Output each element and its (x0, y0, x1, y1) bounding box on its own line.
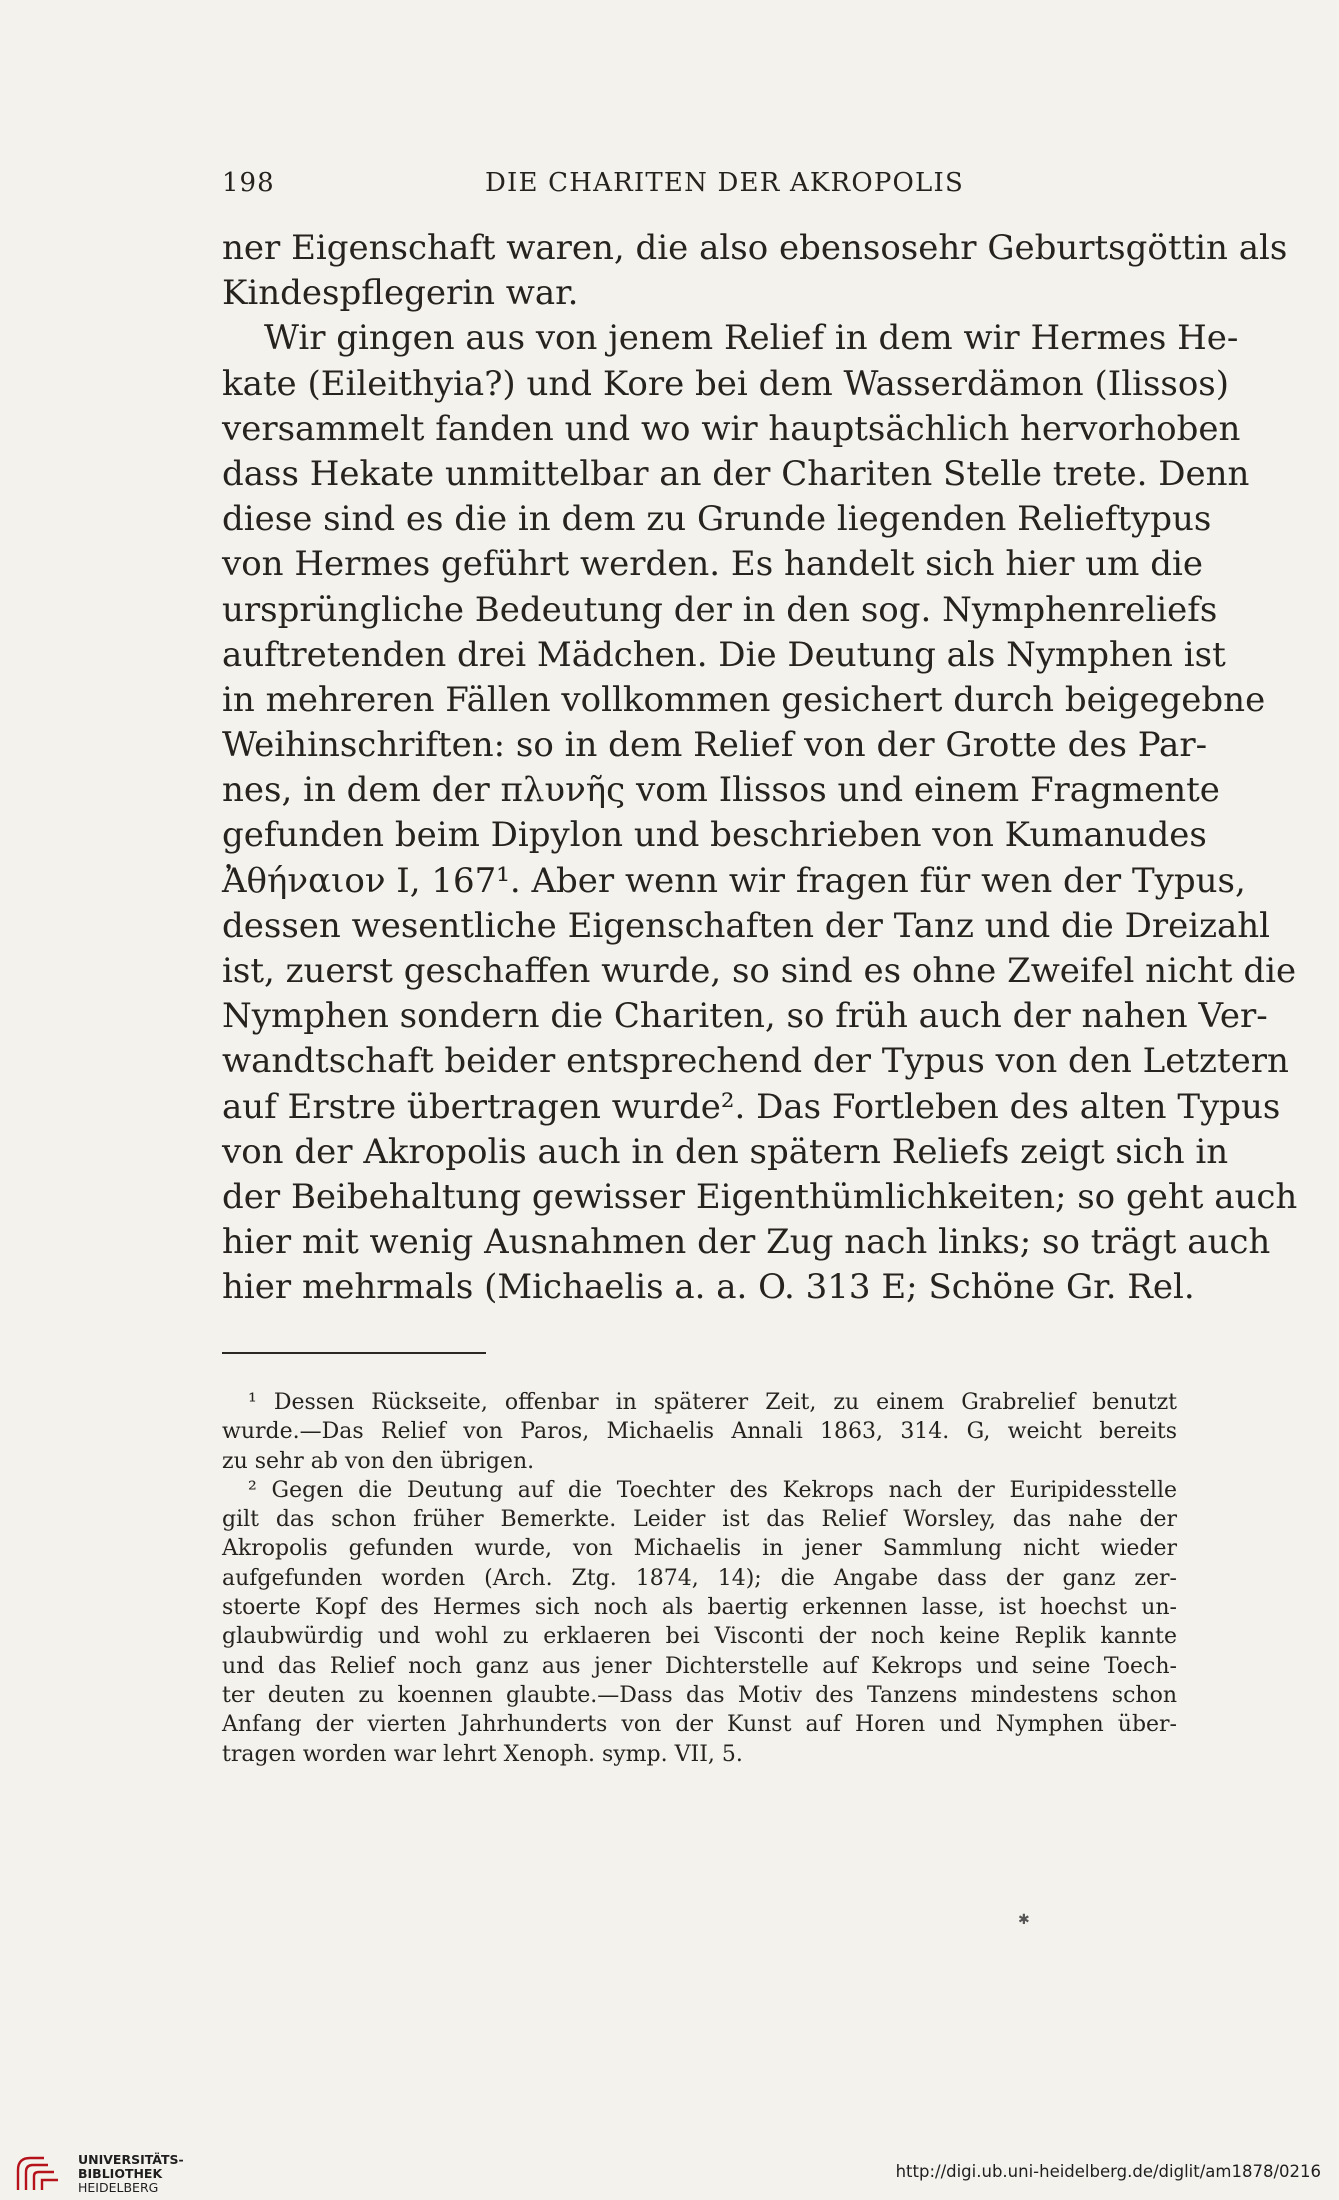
body-line: Weihinschriften: so in dem Relief von der Grotte des Par- (222, 725, 1208, 766)
footnote-line: glaubwürdig und wohl zu erklaeren bei Visconti der noch keine Replik kannte (222, 1624, 1177, 1650)
body-line: in mehreren Fällen vollkommen gesichert durch beigegebne (222, 679, 1266, 720)
body-line: nes, in dem der πλυνῆς vom Ilissos und einem Fragmente (222, 770, 1220, 811)
body-line: der Beibehaltung gewisser Eigenthümlichkeiten; so geht auch (222, 1176, 1298, 1217)
body-line: Ἀθήναιον I, 167¹. Aber wenn wir fragen für wen der Typus, (222, 860, 1246, 901)
footnote-line: zu sehr ab von den übrigen. (222, 1448, 535, 1474)
body-line: dass Hekate unmittelbar an der Chariten Stelle trete. Denn (222, 453, 1250, 494)
body-line: Wir gingen aus von jenem Relief in dem wir Hermes He- (264, 318, 1239, 359)
body-text (222, 226, 1298, 1311)
footnote-line: tragen worden war lehrt Xenoph. symp. VII, 5. (222, 1741, 743, 1767)
body-line: auf Erstre übertragen wurde². Das Fortleben des alten Typus (222, 1086, 1281, 1127)
library-name (78, 2153, 184, 2195)
body-line: Kindespflegerin war. (222, 273, 579, 314)
body-line: hier mehrmals (Michaelis a. a. O. 313 E; Schöne Gr. Rel. (222, 1267, 1195, 1308)
body-line: von Hermes geführt werden. Es handelt sich hier um die (222, 544, 1203, 585)
body-line: ist, zuerst geschaffen wurde, so sind es ohne Zweifel nicht die (222, 951, 1297, 991)
body-line: Nymphen sondern die Chariten, so früh auch der nahen Ver- (222, 996, 1268, 1037)
footnote-line: ter deuten zu koennen glaubte.—Dass das Motiv des Tanzens mindestens schon (222, 1682, 1177, 1708)
body-line: auftretenden drei Mädchen. Die Deutung als Nymphen ist (222, 634, 1226, 675)
stray-ink-mark: ✱ (1018, 1912, 1030, 1928)
body-line: wandtschaft beider entsprechend der Typus von den Letztern (222, 1041, 1289, 1082)
body-line: kate (Eileithyia?) und Kore bei dem Wasserdämon (Ilissos) (222, 363, 1230, 404)
body-line: hier mit wenig Ausnahmen der Zug nach links; so trägt auch (222, 1222, 1271, 1263)
body-line: von der Akropolis auch in den spätern Reliefs zeigt sich in (222, 1131, 1229, 1172)
footnote-line: wurde.—Das Relief von Paros, Michaelis Annali 1863, 314. G, weicht bereits (222, 1419, 1177, 1445)
library-name-line: HEIDELBERG (78, 2180, 159, 2195)
body-line: diese sind es die in dem zu Grunde liegenden Relieftypus (222, 499, 1212, 540)
footnote-line: ¹ Dessen Rückseite, offenbar in späterer Zeit, zu einem Grabrelief benutzt (248, 1390, 1177, 1415)
footnotes (222, 1388, 1177, 1769)
footnote-line: stoerte Kopf des Hermes sich noch als baertig erkennen lasse, ist hoechst un- (222, 1595, 1177, 1621)
running-header: DIE CHARITEN DER AKROPOLIS (485, 168, 965, 198)
footnote-line: aufgefunden worden (Arch. Ztg. 1874, 14); die Angabe dass der ganz zer- (222, 1565, 1177, 1591)
library-name-line: UNIVERSITÄTS- (78, 2152, 184, 2167)
library-name-line: BIBLIOTHEK (78, 2166, 163, 2181)
footnote-line: gilt das schon früher Bemerkte. Leider ist das Relief Worsley, das nahe der (222, 1507, 1177, 1533)
footnote-line: ² Gegen die Deutung auf die Toechter des Kekrops nach der Euripidesstelle (248, 1477, 1177, 1503)
footnote-line: Akropolis gefunden wurde, von Michaelis in jener Sammlung nicht wieder (222, 1536, 1177, 1562)
page-number: 198 (222, 168, 275, 198)
footnote-line: und das Relief noch ganz aus jener Dichterstelle auf Kekrops und seine Toech- (222, 1653, 1177, 1679)
permalink-url[interactable]: http://digi.ub.uni-heidelberg.de/diglit/am1878/0216 (895, 2162, 1321, 2181)
library-logo-icon (14, 2152, 62, 2192)
body-line: dessen wesentliche Eigenschaften der Tanz und die Dreizahl (222, 905, 1271, 946)
body-line: ner Eigenschaft waren, die also ebensosehr Geburtsgöttin als (222, 228, 1288, 268)
body-line: versammelt fanden und wo wir hauptsächlich hervorhoben (222, 408, 1241, 449)
body-line: ursprüngliche Bedeutung der in den sog. Nymphenreliefs (222, 589, 1218, 630)
footnote-line: Anfang der vierten Jahrhunderts von der Kunst auf Horen und Nymphen über- (222, 1712, 1177, 1738)
footnote-divider (222, 1352, 486, 1354)
body-line: gefunden beim Dipylon und beschrieben von Kumanudes (222, 815, 1207, 856)
